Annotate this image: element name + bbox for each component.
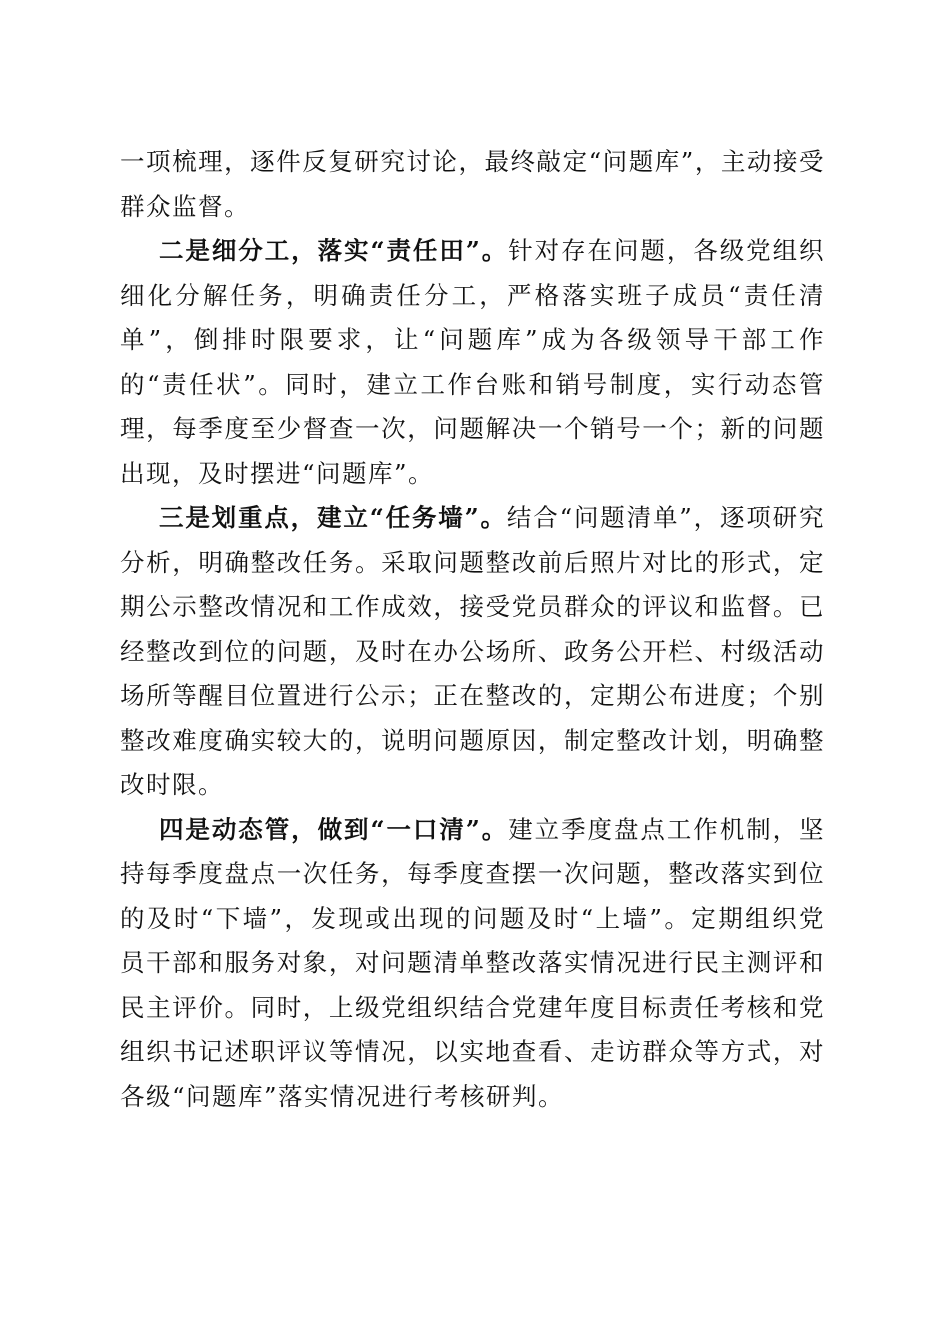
paragraph-heading: 二是细分工，落实“责任田”。 [159, 236, 509, 265]
paragraph-text: 建立季度盘点工作机制，坚持每季度盘点一次任务，每季度查摆一次问题，整改落实到位的及时“下墙”，发现或出现的问题及时“上墙”。定期组织党员干部和服务对象，对问题清单整改落实情况进行民主测评和民主评价。同时，上级党组织结合党建年度目标责任考核和党组织书记述职评议等情况，以实地查看、走访群众等方式，对各级“问题库”落实情况进行考核研判。 [120, 814, 826, 1111]
paragraph-heading: 四是动态管，做到“一口清”。 [159, 814, 509, 844]
paragraph-continuation [120, 140, 825, 229]
paragraph-third-point [120, 496, 825, 808]
paragraph-heading: 三是划重点，建立“任务墙”。 [159, 503, 507, 532]
paragraph-second-point [120, 229, 825, 496]
paragraph-text: 结合“问题清单”，逐项研究分析，明确整改任务。采取问题整改前后照片对比的形式，定期公示整改情况和工作成效，接受党员群众的评议和监督。已经整改到位的问题，及时在办公场所、政务公开栏、村级活动场所等醒目位置进行公示；正在整改的，定期公布进度；个别整改难度确实较大的，说明问题原因，制定整改计划，明确整改时限。 [120, 503, 825, 799]
paragraph-text: 一项梳理，逐件反复研究讨论，最终敲定“问题库”，主动接受群众监督。 [120, 147, 825, 221]
paragraph-fourth-point [120, 808, 825, 1120]
paragraph-text: 针对存在问题，各级党组织细化分解任务，明确责任分工，严格落实班子成员“责任清单”，倒排时限要求，让“问题库”成为各级领导干部工作的“责任状”。同时，建立工作台账和销号制度，实行动态管理，每季度至少督查一次，问题解决一个销号一个；新的问题出现，及时摆进“问题库”。 [120, 236, 826, 488]
document-page [120, 140, 825, 1119]
